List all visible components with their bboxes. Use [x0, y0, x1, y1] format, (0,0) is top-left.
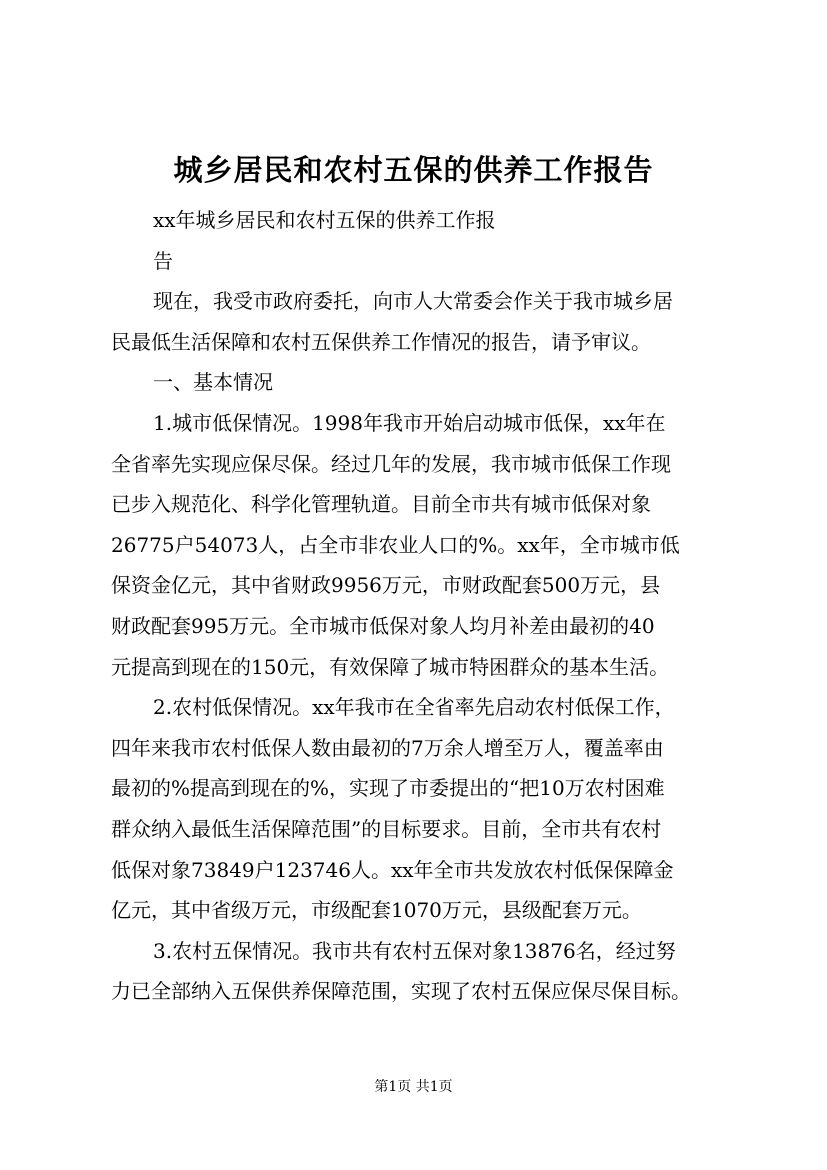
- paragraph-line: 最初的%提高到现在的%，实现了市委提出的“把10万农村困难: [111, 776, 665, 801]
- paragraph-line: 1.城市低保情况。1998年我市开始启动城市低保，xx年在: [153, 410, 666, 435]
- paragraph-line: 全省率先实现应保尽保。经过几年的发展，我市城市低保工作现: [111, 451, 671, 476]
- paragraph-line: 财政配套995万元。全市城市低保对象人均月补差由最初的40: [111, 613, 655, 638]
- paragraph-line: 四年来我市农村低保人数由最初的7万余人增至万人，覆盖率由: [111, 735, 664, 760]
- page-footer: 第1页 共1页: [374, 1079, 453, 1095]
- document-title: 城乡居民和农村五保的供养工作报告: [173, 153, 654, 187]
- paragraph-line: 元提高到现在的150元，有效保障了城市特困群众的基本生活。: [111, 654, 670, 679]
- paragraph-line: 保资金亿元，其中省财政9956万元，市财政配套500万元，县: [111, 573, 661, 598]
- paragraph-line: 3.农村五保情况。我市共有农村五保对象13876名，经过努: [153, 938, 676, 963]
- document-body: [111, 200, 746, 1012]
- subtitle-line: xx年城乡居民和农村五保的供养工作报: [153, 208, 496, 232]
- paragraph-line: 现在，我受市政府委托，向市人大常委会作关于我市城乡居: [153, 289, 673, 314]
- paragraph-line: 民最低生活保障和农村五保供养工作情况的报告，请予审议。: [111, 329, 651, 354]
- paragraph-line: 26775户54073人，占全市非农业人口的%。xx年，全市城市低: [111, 532, 680, 557]
- subtitle-line: 告: [153, 248, 173, 273]
- paragraph-line: 已步入规范化、科学化管理轨道。目前全市共有城市低保对象: [111, 492, 651, 517]
- paragraph-line: 力已全部纳入五保供养保障范围，实现了农村五保应保尽保目标。: [111, 979, 691, 1004]
- paragraph-line: 2.农村低保情况。xx年我市在全省率先启动农村低保工作，: [153, 695, 675, 720]
- paragraph-line: 群众纳入最低生活保障范围”的目标要求。目前，全市共有农村: [111, 816, 662, 841]
- paragraph-line: 亿元，其中省级万元，市级配套1070万元，县级配套万元。: [111, 898, 642, 923]
- paragraph-line: 低保对象73849户123746人。xx年全市共发放农村低保保障金: [111, 857, 674, 882]
- section-heading: 一、基本情况: [153, 370, 273, 395]
